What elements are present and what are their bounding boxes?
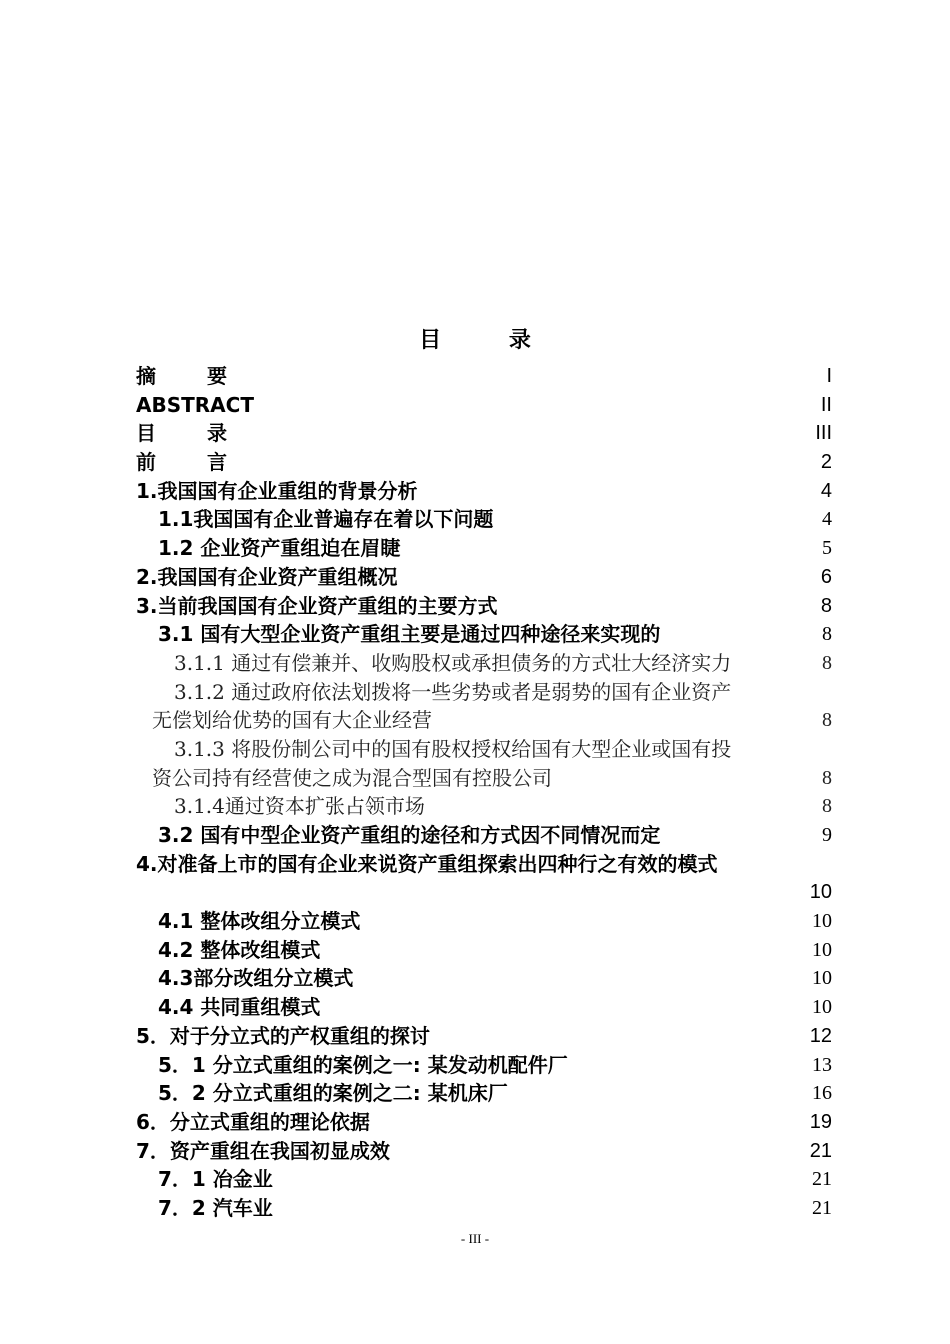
toc-entry-title: 3.当前我国国有企业资产重组的主要方式	[136, 593, 498, 618]
toc-entry	[136, 649, 832, 678]
toc-entry	[136, 1137, 832, 1166]
toc-entry-title: 4.1 整体改组分立模式	[158, 909, 361, 934]
page-number-footer: - III -	[460, 1231, 490, 1246]
toc-entry-title: 无偿划给优势的国有大企业经营	[152, 708, 432, 733]
toc-entry-page-number: 4	[820, 479, 832, 502]
toc-entry-page-number: 6	[820, 565, 832, 588]
toc-entry-title: 5．对于分立式的产权重组的探讨	[136, 1023, 430, 1048]
toc-entry	[136, 907, 832, 936]
toc-entry-title: 6．分立式重组的理论依据	[136, 1109, 370, 1134]
toc-entry-title: 前 言	[136, 450, 249, 475]
toc-entry	[136, 792, 832, 821]
toc-entry-title: 3.1.4通过资本扩张占领市场	[174, 794, 425, 819]
page-title: 目 录	[419, 328, 561, 353]
toc-entry-page-number: 12	[809, 1024, 832, 1047]
toc-entry-page-number: 19	[809, 1110, 832, 1133]
toc-entry	[136, 448, 832, 477]
toc-entry-page-number: I	[826, 365, 832, 387]
toc-entry	[136, 1051, 832, 1080]
toc-entry-title: 4.对准备上市的国有企业来说资产重组探索出四种行之有效的模式	[136, 851, 718, 876]
toc-entry	[136, 391, 832, 420]
toc-entry-title: 7．1 冶金业	[158, 1167, 273, 1192]
toc-entry	[136, 1022, 832, 1051]
toc-entry-title: 5．2 分立式重组的案例之二: 某机床厂	[158, 1081, 508, 1106]
toc-entry-page-number: 10	[812, 967, 832, 990]
toc-entry	[136, 534, 832, 563]
toc-entry-title: 摘 要	[136, 364, 249, 388]
toc-entry-title: ABSTRACT	[136, 392, 254, 417]
toc-entry	[136, 936, 832, 965]
toc-entry-title: 2.我国国有企业资产重组概况	[136, 564, 398, 589]
toc-entry-page-number: 8	[822, 766, 832, 789]
toc-entry-page-number: 2	[820, 451, 832, 474]
toc-entry	[136, 850, 832, 879]
toc-entry-title: 5．1 分立式重组的案例之一: 某发动机配件厂	[158, 1052, 568, 1077]
toc-entry	[136, 993, 832, 1022]
toc-entry	[136, 964, 832, 993]
toc-entry-title: 3.1.2 通过政府依法划拨将一些劣势或者是弱势的国有企业资产	[174, 679, 732, 704]
toc-entry-title: 1.2 企业资产重组迫在眉睫	[158, 536, 401, 561]
toc-entry	[136, 505, 832, 534]
toc-entry-title: 3.1.3 将股份制公司中的国有股权授权给国有大型企业或国有投	[174, 736, 732, 761]
toc-entry	[136, 620, 832, 649]
toc-entry-page-number: 8	[822, 623, 832, 646]
toc-entry-title: 3.2 国有中型企业资产重组的途径和方式因不同情况而定	[158, 823, 661, 847]
toc-entry	[136, 362, 832, 391]
toc-entry-title: 7．2 汽车业	[158, 1195, 273, 1220]
toc-entry	[136, 477, 832, 506]
toc-entry-title: 目 录	[136, 421, 249, 446]
toc-entry	[136, 735, 832, 764]
toc-entry-page-number: 16	[812, 1082, 832, 1105]
toc-entry-page-number: III	[815, 422, 832, 445]
toc-entry-title: 3.1 国有大型企业资产重组主要是通过四种途径来实现的	[158, 622, 661, 647]
toc-entry-title: 资公司持有经营使之成为混合型国有控股公司	[152, 765, 552, 790]
toc-entry-page-number: 9	[822, 824, 832, 846]
toc-entry-title: 7．资产重组在我国初显成效	[136, 1138, 390, 1163]
toc-entry	[136, 592, 832, 621]
toc-entry-page-number: 8	[822, 709, 832, 732]
toc-entry	[136, 419, 832, 448]
toc-entry-page-number: 21	[812, 1168, 832, 1191]
toc-entry-page-number: 21	[809, 1139, 832, 1162]
toc-entry-page-number: 21	[812, 1196, 832, 1219]
toc-entry-page-number: II	[820, 393, 832, 416]
toc-entry-page-number: 10	[812, 910, 832, 933]
toc-entry	[136, 1194, 832, 1223]
toc-entry-title: 4.4 共同重组模式	[158, 995, 321, 1020]
toc-entry-page-number: 8	[822, 651, 832, 674]
toc-entry	[136, 821, 832, 850]
toc-entry-page-number: 10	[809, 881, 832, 904]
toc-entry	[136, 563, 832, 592]
toc-entry-page-number: 13	[812, 1053, 832, 1076]
toc-entry-title: 1.1我国国有企业普遍存在着以下问题	[158, 507, 494, 532]
toc-entry-title: 4.2 整体改组模式	[158, 937, 321, 962]
toc-entry	[136, 764, 832, 793]
toc-entry	[136, 1079, 832, 1108]
toc-entry-page-number: 8	[822, 795, 832, 818]
toc-entry-page-number: 4	[822, 508, 832, 531]
toc-entry-page-number: 8	[820, 594, 832, 617]
toc-entry-title: 4.3部分改组分立模式	[158, 966, 354, 991]
toc-entry-page-number: 10	[812, 996, 832, 1019]
toc-entry	[136, 678, 832, 707]
toc-entry-title: 1.我国国有企业重组的背景分析	[136, 478, 418, 503]
toc-entry	[136, 1108, 832, 1137]
toc-entry	[136, 1165, 832, 1194]
table-of-contents	[136, 362, 832, 1223]
toc-entry-title: 3.1.1 通过有偿兼并、收购股权或承担债务的方式壮大经济实力	[174, 650, 732, 675]
toc-entry	[136, 706, 832, 735]
toc-entry-page-number: 10	[812, 938, 832, 961]
toc-entry	[136, 878, 832, 907]
toc-entry-page-number: 5	[822, 537, 832, 560]
